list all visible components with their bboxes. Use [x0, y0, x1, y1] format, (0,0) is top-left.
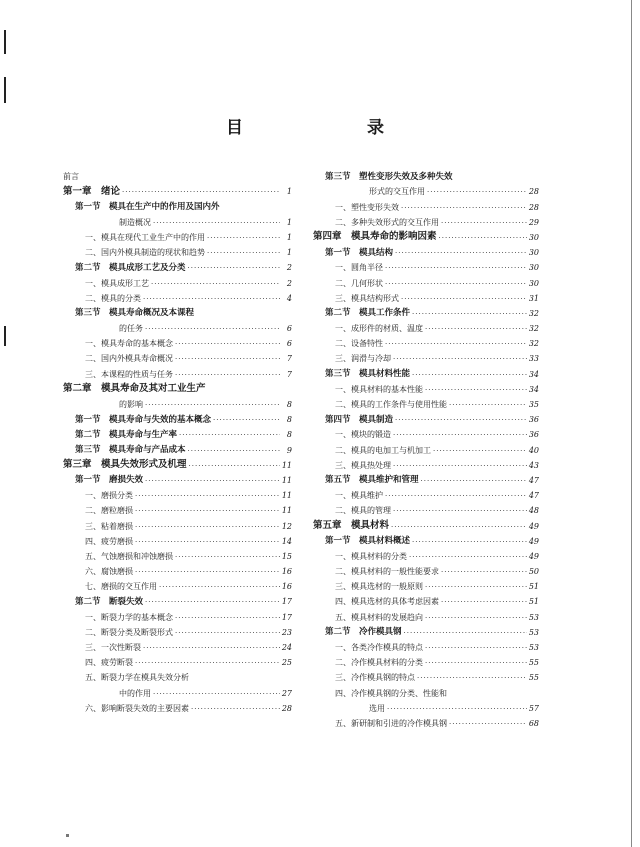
toc-entry-title: 第五章 模具材料: [313, 520, 390, 531]
toc-entry-title: 一、圆角半径: [335, 263, 383, 273]
toc-page-number: 28: [528, 202, 539, 212]
toc-page-number: 50: [528, 567, 539, 577]
toc-page-number: 30: [528, 232, 539, 242]
toc-leader-dots: [441, 599, 527, 606]
toc-entry-title: 第三章 模具失效形式及机理: [63, 459, 187, 471]
toc-entry: [313, 303, 539, 318]
toc-entry: [63, 379, 292, 394]
toc-entry: [313, 515, 539, 530]
toc-leader-dots: [393, 463, 527, 470]
toc-entry: [313, 424, 539, 439]
toc-entry-title: 二、国内外模具制造的现状和趋势: [85, 248, 205, 258]
toc-entry: [313, 272, 539, 287]
toc-leader-dots: [153, 220, 280, 227]
toc-leader-dots: [213, 417, 280, 424]
toc-leader-dots: [145, 478, 280, 485]
toc-page-number: 36: [528, 430, 539, 440]
toc-leader-dots: [387, 706, 527, 713]
toc-entry: [313, 485, 539, 500]
toc-entry: [63, 227, 292, 242]
toc-leader-dots: [175, 615, 280, 622]
toc-entry: [313, 288, 539, 303]
toc-page-number: 51: [528, 597, 539, 607]
toc-entry-title: 第二章 模具寿命及其对工业生产: [63, 383, 206, 395]
toc-entry: [63, 531, 292, 546]
toc-leader-dots: [439, 235, 527, 242]
toc-entry: [313, 439, 539, 454]
toc-page-number: 34: [528, 369, 539, 379]
toc-entry: [313, 591, 539, 606]
toc-page-number: 16: [281, 582, 292, 592]
toc-entry-title: 二、磨粒磨损: [85, 506, 133, 516]
toc-page-number: 16: [281, 567, 292, 577]
toc-entry: [313, 227, 539, 242]
toc-entry: [63, 394, 292, 409]
toc-page-number: 30: [528, 263, 539, 273]
toc-entry-title: 三、一次性断裂: [85, 643, 141, 652]
toc-leader-dots: [135, 508, 280, 515]
toc-leader-dots: [385, 265, 527, 272]
toc-entry: [63, 561, 292, 576]
toc-entry-title: 的影响: [119, 400, 143, 409]
toc-leader-dots: [153, 691, 280, 698]
toc-entry: [313, 622, 539, 637]
toc-entry-title: 第二节 断裂失效: [75, 596, 144, 607]
toc-entry: [63, 576, 292, 591]
toc-entry: [313, 667, 539, 682]
toc-leader-dots: [409, 554, 527, 561]
toc-page-number: 2: [286, 278, 292, 288]
toc-entry-title: 第四节 模具制造: [325, 414, 394, 425]
toc-page-number: 1: [286, 187, 292, 197]
toc-leader-dots: [433, 448, 527, 455]
toc-page-number: 2: [286, 263, 292, 273]
toc-page-number: 53: [528, 612, 539, 622]
toc-entry: [63, 652, 292, 667]
toc-leader-dots: [421, 478, 527, 485]
toc-entry-title: 三、冷作模具钢的特点: [335, 673, 415, 683]
toc-entry: [63, 622, 292, 637]
toc-page-number: 68: [528, 718, 539, 728]
toc-entry: [313, 196, 539, 211]
toc-page-number: 11: [281, 460, 292, 470]
toc-page-number: 7: [286, 354, 292, 364]
toc-entry-title: 第一节 模具在生产中的作用及国内外: [75, 202, 220, 213]
toc-entry: [63, 500, 292, 515]
toc-entry-title: 第四章 模具寿命的影响因素: [313, 231, 437, 243]
toc-leader-dots: [395, 417, 527, 424]
toc-leader-dots: [189, 463, 280, 470]
toc-leader-dots: [145, 402, 280, 409]
toc-leader-dots: [145, 599, 280, 606]
toc-leader-dots: [175, 341, 280, 348]
toc-leader-dots: [412, 311, 527, 318]
toc-entry-title: 中的作用: [119, 688, 151, 698]
toc-page-number: 8: [286, 430, 292, 440]
toc-entry: [313, 531, 539, 546]
toc-leader-dots: [385, 493, 527, 500]
toc-entry-title: 一、模具寿命的基本概念: [85, 339, 173, 349]
toc-entry: [63, 470, 292, 485]
toc-entry-title: 五、模具材料的发展趋向: [335, 612, 423, 622]
toc-entry: [313, 333, 539, 348]
toc-entry-title: 二、模具的工作条件与使用性能: [335, 400, 447, 409]
toc-leader-dots: [188, 448, 280, 455]
toc-leader-dots: [412, 372, 527, 379]
toc-entry-title: 一、磨损分类: [85, 491, 133, 501]
toc-page-number: 25: [281, 658, 292, 668]
toc-entry: [313, 257, 539, 272]
toc-entry: [313, 363, 539, 378]
toc-page-number: 17: [281, 612, 292, 622]
toc-leader-dots: [449, 402, 527, 409]
toc-entry: [63, 318, 292, 333]
toc-page-number: 11: [281, 506, 292, 516]
toc-entry: [63, 409, 292, 424]
toc-entry: [313, 348, 539, 363]
toc-entry: [313, 379, 539, 394]
toc-entry-title: 第三节 塑性变形失效及多种失效: [325, 171, 453, 182]
toc-entry-title: 第二节 模具寿命与生产率: [75, 429, 178, 440]
toc-page-number: 6: [286, 339, 292, 349]
toc-entry-title: 制造概况: [119, 217, 151, 227]
toc-page-number: 34: [528, 384, 539, 394]
toc-entry-title: 一、模具在现代工业生产中的作用: [85, 232, 205, 242]
toc-entry-title: 的任务: [119, 324, 143, 334]
toc-entry-title: 六、影响断裂失效的主要因素: [85, 703, 189, 713]
toc-page-number: 1: [286, 217, 292, 227]
toc-page-number: 11: [281, 491, 292, 501]
toc-page-number: 53: [528, 643, 539, 652]
toc-entry-title: 二、断裂分类及断裂形式: [85, 627, 173, 637]
toc-entry-title: 二、模具材料的一般性能要求: [335, 567, 439, 577]
toc-page-number: 33: [528, 354, 539, 364]
toc-page-number: 40: [528, 445, 539, 455]
toc-leader-dots: [391, 524, 527, 531]
toc-entry-title: 二、模具的电加工与机加工: [335, 445, 431, 455]
toc-entry: [313, 455, 539, 470]
toc-entry-title: 第二节 冷作模具钢: [325, 627, 402, 638]
toc-entry-title: 二、设备特性: [335, 339, 383, 349]
toc-entry: [313, 394, 539, 409]
toc-page-number: 11: [281, 475, 292, 485]
toc-entry: [63, 196, 292, 211]
toc-entry-title: 前言: [63, 172, 79, 182]
toc-entry-title: 一、塑性变形失效: [335, 202, 399, 212]
toc-entry: [313, 698, 539, 713]
toc-page-number: 43: [528, 460, 539, 470]
toc-entry-title: 二、国内外模具寿命概况: [85, 354, 173, 364]
toc-leader-dots: [401, 205, 527, 212]
toc-leader-dots: [122, 189, 280, 196]
toc-page-number: 29: [528, 217, 539, 227]
toc-leader-dots: [404, 630, 527, 637]
toc-entry: [313, 606, 539, 621]
toc-entry: [63, 698, 292, 713]
toc-leader-dots: [135, 524, 280, 531]
toc-leader-dots: [207, 235, 280, 242]
toc-page-number: 27: [281, 688, 292, 698]
toc-entry-title: 一、模块的锻造: [335, 430, 391, 440]
toc-entry: [313, 652, 539, 667]
toc-leader-dots: [143, 296, 280, 303]
scan-speck: [66, 834, 69, 837]
toc-page-number: 35: [528, 400, 539, 409]
toc-page-number: 49: [528, 521, 539, 531]
toc-page-number: 31: [528, 293, 539, 303]
toc-entry: [63, 606, 292, 621]
toc-leader-dots: [135, 660, 280, 667]
toc-entry-title: 三、模具热处理: [335, 460, 391, 470]
toc-entry: [313, 682, 539, 697]
toc-page-number: 15: [281, 551, 292, 561]
toc-entry-title: 二、多种失效形式的交互作用: [335, 217, 439, 227]
toc-entry: [313, 409, 539, 424]
toc-leader-dots: [191, 706, 280, 713]
toc-page-number: 24: [281, 643, 292, 652]
toc-page-number: 28: [281, 703, 292, 713]
toc-page-number: 47: [528, 491, 539, 501]
toc-page-number: 36: [528, 415, 539, 425]
toc-leader-dots: [425, 645, 527, 652]
toc-leader-dots: [425, 387, 527, 394]
toc-entry-title: 四、疲劳磨损: [85, 536, 133, 546]
toc-entry-title: 第三节 模具材料性能: [325, 369, 411, 380]
toc-entry-title: 五、气蚀磨损和冲蚀磨损: [85, 551, 173, 561]
toc-entry: [63, 288, 292, 303]
toc-entry-title: 五、新研制和引进的冷作模具钢: [335, 718, 447, 728]
toc-leader-dots: [159, 584, 280, 591]
toc-entry-title: 三、模具选材的一般原则: [335, 582, 423, 592]
toc-page-number: 6: [286, 324, 292, 334]
toc-page-number: 49: [528, 536, 539, 546]
toc-page-number: 30: [528, 278, 539, 288]
toc-leader-dots: [175, 372, 280, 379]
toc-leader-dots: [425, 660, 527, 667]
toc-page-number: 17: [281, 597, 292, 607]
toc-entry: [313, 242, 539, 257]
toc-leader-dots: [412, 539, 527, 546]
toc-entry-title: 第二节 模具成形工艺及分类: [75, 262, 186, 273]
toc-entry-title: 六、腐蚀磨损: [85, 567, 133, 577]
toc-entry: [63, 439, 292, 454]
toc-entry: [313, 181, 539, 196]
toc-entry-title: 三、润滑与冷却: [335, 354, 391, 364]
toc-leader-dots: [425, 326, 527, 333]
toc-page-number: 7: [286, 369, 292, 379]
toc-leader-dots: [401, 296, 527, 303]
toc-leader-dots: [441, 569, 527, 576]
toc-page-number: 12: [281, 521, 292, 531]
toc-entry: [313, 561, 539, 576]
toc-entry-title: 第一节 磨损失效: [75, 475, 144, 486]
toc-leader-dots: [188, 265, 280, 272]
toc-leader-dots: [427, 189, 527, 196]
toc-leader-dots: [151, 281, 280, 288]
toc-entry-title: 五、断裂力学在模具失效分析: [85, 673, 189, 683]
toc-page-number: 48: [528, 506, 539, 516]
toc-entry: [63, 272, 292, 287]
toc-leader-dots: [135, 493, 280, 500]
toc-entry: [63, 667, 292, 682]
toc-page-number: 14: [281, 536, 292, 546]
toc-leader-dots: [143, 645, 280, 652]
toc-entry-title: 四、模具选材的具体考虑因素: [335, 597, 439, 607]
toc-entry: [313, 546, 539, 561]
toc-page-number: 55: [528, 658, 539, 668]
toc-entry: [63, 166, 292, 181]
toc-entry: [63, 348, 292, 363]
toc-entry-title: 四、冷作模具钢的分类、性能和: [335, 688, 447, 698]
toc-page-number: 32: [528, 339, 539, 349]
toc-page-number: 8: [286, 400, 292, 409]
toc-entry: [313, 576, 539, 591]
toc-entry-title: 三、模具结构形式: [335, 293, 399, 303]
toc-entry-title: 第三节 模具寿命与产品成本: [75, 445, 186, 456]
toc-entry-title: 一、各类冷作模具的特点: [335, 643, 423, 652]
toc-entry: [63, 257, 292, 272]
toc-entry: [313, 713, 539, 728]
toc-page-number: 4: [286, 293, 292, 303]
toc-leader-dots: [135, 539, 280, 546]
toc-entry-title: 第二节 模具工作条件: [325, 308, 411, 319]
toc-entry: [63, 212, 292, 227]
toc-entry: [63, 303, 292, 318]
toc-page-number: 32: [528, 324, 539, 334]
toc-leader-dots: [175, 630, 280, 637]
toc-leader-dots: [393, 356, 527, 363]
toc-page-number: 30: [528, 248, 539, 258]
toc-leader-dots: [441, 220, 527, 227]
toc-entry-title: 七、磨损的交互作用: [85, 582, 157, 592]
toc-leader-dots: [395, 250, 527, 257]
toc-entry: [63, 515, 292, 530]
toc-entry-title: 四、疲劳断裂: [85, 658, 133, 668]
toc-entry: [63, 485, 292, 500]
toc-entry-title: 选用: [369, 703, 385, 713]
toc-leader-dots: [145, 326, 280, 333]
toc-entry: [63, 242, 292, 257]
toc-entry: [313, 166, 539, 181]
toc-leader-dots: [207, 250, 280, 257]
toc-entry: [63, 546, 292, 561]
toc-entry: [313, 318, 539, 333]
toc-entry-title: 一、断裂力学的基本概念: [85, 612, 173, 622]
toc-entry: [63, 363, 292, 378]
toc-entry-title: 第一章 绪论: [63, 185, 121, 197]
toc-page-number: 9: [286, 445, 292, 455]
toc-page-number: 51: [528, 582, 539, 592]
toc-entry-title: 二、模具的分类: [85, 293, 141, 303]
toc-entry-title: 第五节 模具维护和管理: [325, 475, 419, 486]
toc-page-number: 28: [528, 187, 539, 197]
toc-entry: [313, 637, 539, 652]
toc-entry-title: 第一节 模具材料概述: [325, 536, 411, 547]
toc-page-number: 47: [528, 475, 539, 485]
toc-entry: [63, 682, 292, 697]
toc-entry-title: 二、几何形状: [335, 278, 383, 288]
toc-page-number: 32: [528, 308, 539, 318]
toc-entry-title: 第一节 模具结构: [325, 247, 394, 258]
toc-entry-title: 一、成形件的材质、温度: [335, 324, 423, 334]
toc-entry-title: 形式的交互作用: [369, 187, 425, 197]
toc-entry-title: 第三节 模具寿命概况及本课程: [75, 308, 195, 319]
toc-entry: [63, 591, 292, 606]
toc-page-number: 1: [286, 232, 292, 242]
toc-entry-title: 二、模具的管理: [335, 506, 391, 516]
toc-entry-title: 二、冷作模具材料的分类: [335, 658, 423, 668]
toc-leader-dots: [135, 569, 280, 576]
toc-page-number: 57: [528, 703, 539, 713]
toc-entry-title: 一、模具成形工艺: [85, 278, 149, 288]
toc-entry: [63, 424, 292, 439]
toc-page-number: 55: [528, 673, 539, 683]
toc-entry: [313, 500, 539, 515]
toc-entry-title: 一、模具材料的分类: [335, 551, 407, 561]
toc-page-number: 1: [286, 248, 292, 258]
toc-page-number: 8: [286, 415, 292, 425]
toc-entry: [63, 333, 292, 348]
toc-right-column: [313, 166, 539, 728]
toc-leader-dots: [425, 615, 527, 622]
toc-leader-dots: [385, 341, 527, 348]
toc-entry-title: 一、模具维护: [335, 491, 383, 501]
toc-leader-dots: [417, 675, 527, 682]
toc-leader-dots: [385, 281, 527, 288]
toc-entry: [313, 470, 539, 485]
toc-entry: [63, 181, 292, 196]
toc-leader-dots: [393, 432, 527, 439]
page-title: 目 录: [226, 118, 414, 138]
toc-left-column: [63, 166, 292, 713]
toc-leader-dots: [179, 432, 280, 439]
toc-page-number: 49: [528, 551, 539, 561]
toc-leader-dots: [175, 356, 280, 363]
toc-entry: [63, 455, 292, 470]
toc-entry-title: 一、模具材料的基本性能: [335, 384, 423, 394]
toc-leader-dots: [425, 584, 527, 591]
toc-leader-dots: [393, 508, 527, 515]
toc-entry: [63, 637, 292, 652]
toc-entry-title: 三、粘着磨损: [85, 521, 133, 531]
toc-entry: [313, 212, 539, 227]
toc-entry-title: 三、本课程的性质与任务: [85, 369, 173, 379]
toc-leader-dots: [449, 721, 527, 728]
toc-page-number: 53: [528, 627, 539, 637]
toc-leader-dots: [175, 554, 280, 561]
toc-entry-title: 第一节 模具寿命与失效的基本概念: [75, 414, 212, 425]
toc-page-number: 23: [281, 627, 292, 637]
